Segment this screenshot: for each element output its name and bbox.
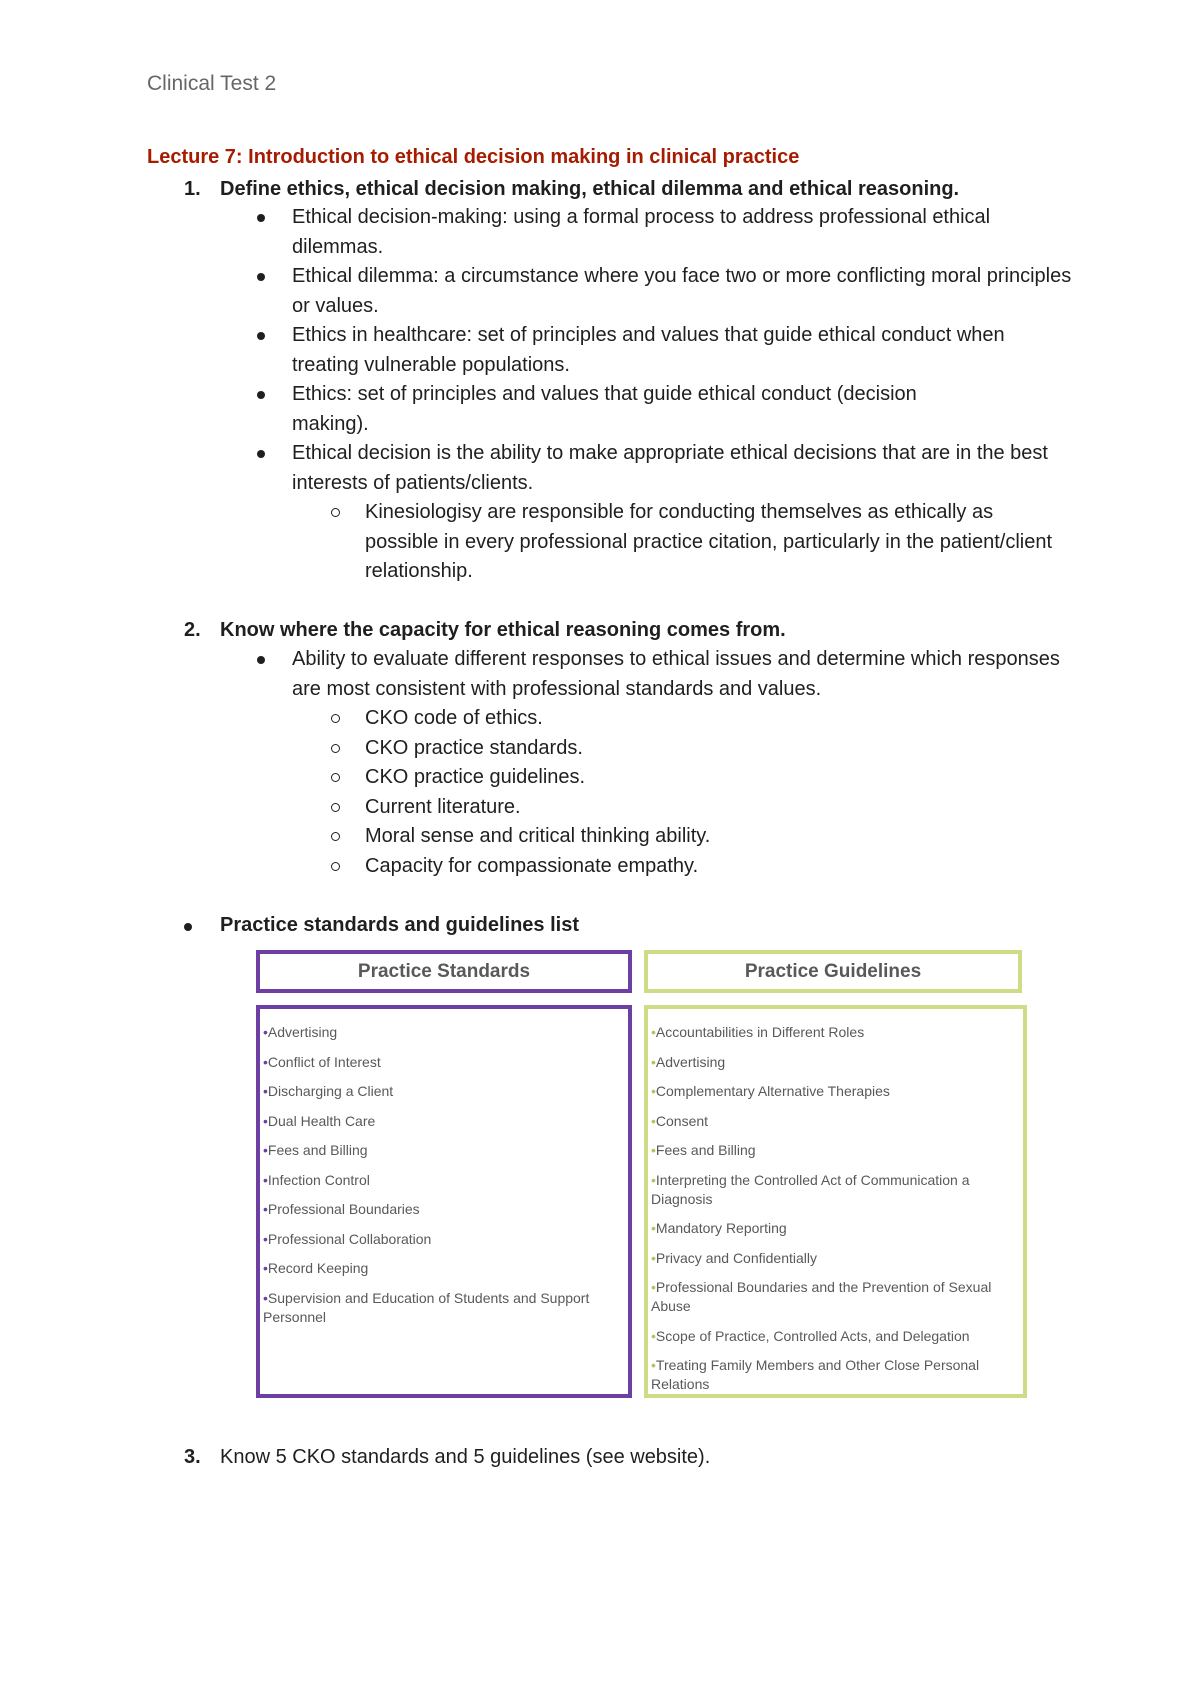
- bullet-dot-icon: •: [263, 1289, 268, 1306]
- guidelines-item: •Consent: [651, 1112, 709, 1129]
- q1-bullet-text: Ethical decision-making: using a formal process to address professional ethical dilemmas.: [292, 206, 991, 258]
- guidelines-heading-box: [644, 950, 1022, 993]
- standards-item: •Professional Collaboration: [263, 1230, 432, 1247]
- q2-bullet-text: Ability to evaluate different responses to ethical issues and determine which responses are most consistent with professional standards and values.: [292, 648, 1060, 700]
- q1-bullet: [292, 321, 1072, 380]
- q2-bullet: [292, 645, 1072, 704]
- q2-sub-bullet: [365, 763, 1065, 793]
- bullet-dot-icon: •: [651, 1053, 656, 1070]
- bullet-dot-icon: •: [651, 1083, 656, 1099]
- bullet-ring-icon: [331, 803, 340, 812]
- bullet-ring-icon: [331, 832, 340, 841]
- standards-item: •Supervision and Education of Students and Support Personnel: [263, 1289, 590, 1325]
- bullet-dot-icon: •: [651, 1171, 656, 1188]
- q2-sub-bullet-text: CKO code of ethics.: [365, 707, 543, 729]
- bullet-dot-icon: •: [263, 1260, 268, 1276]
- standards-item: •Conflict of Interest: [263, 1053, 381, 1070]
- q1-bullet: [292, 262, 1072, 321]
- bullet-ring-icon: [331, 773, 340, 782]
- bullet-dot-icon: •: [263, 1053, 268, 1070]
- standards-heading-box: [256, 950, 632, 993]
- question-2-text: Know where the capacity for ethical reasoning comes from.: [220, 619, 786, 641]
- bullet-dot-icon: [184, 923, 192, 931]
- bullet-ring-icon: [331, 744, 340, 753]
- document-header: Clinical Test 2: [147, 72, 277, 95]
- bullet-dot-icon: •: [263, 1083, 268, 1099]
- bullet-dot-icon: •: [651, 1279, 656, 1295]
- bullet-dot-icon: •: [263, 1112, 268, 1129]
- bullet-dot-icon: [257, 273, 265, 281]
- q2-sub-bullet: [365, 704, 1065, 734]
- question-3-number: 3.: [184, 1446, 201, 1468]
- guidelines-heading: Practice Guidelines: [744, 961, 922, 982]
- guidelines-item: •Advertising: [651, 1053, 726, 1070]
- q1-sub-bullet: [365, 498, 1055, 587]
- guidelines-item: •Privacy and Confidentially: [651, 1249, 817, 1266]
- bullet-dot-icon: •: [651, 1220, 656, 1236]
- q1-bullet: [292, 439, 1072, 498]
- bullet-dot-icon: •: [263, 1171, 268, 1188]
- q1-sub-bullet-text: Kinesiologisy are responsible for conducting themselves as ethically as possible in every professional practice citation, particularly in the patient/client relationship.: [365, 501, 1053, 582]
- bullet-ring-icon: [331, 508, 340, 517]
- standards-list-box: [256, 1005, 632, 1398]
- bullet-dot-icon: [257, 332, 265, 340]
- bullet-dot-icon: •: [651, 1112, 656, 1129]
- standards-item: •Fees and Billing: [263, 1142, 368, 1158]
- bullet-ring-icon: [331, 862, 340, 871]
- bullet-dot-icon: •: [263, 1201, 268, 1217]
- bullet-dot-icon: •: [263, 1024, 268, 1040]
- bullet-dot-icon: •: [651, 1249, 656, 1266]
- guidelines-item: •Fees and Billing: [651, 1142, 756, 1158]
- standards-item: •Advertising: [263, 1024, 338, 1040]
- bullet-dot-icon: [257, 450, 265, 458]
- question-3-text: Know 5 CKO standards and 5 guidelines (see website).: [220, 1446, 711, 1468]
- q2-sub-bullet-text: Moral sense and critical thinking ability.: [365, 825, 711, 847]
- q2-sub-bullet: [365, 822, 1065, 852]
- bullet-ring-icon: [331, 714, 340, 723]
- q2-sub-bullet-text: CKO practice standards.: [365, 736, 583, 759]
- q1-bullet-text: Ethics in healthcare: set of principles and values that guide ethical conduct when treating vulnerable populations.: [292, 324, 1005, 376]
- guidelines-item: •Treating Family Members and Other Close Personal Relations: [651, 1357, 980, 1392]
- standards-item: •Infection Control: [263, 1171, 370, 1188]
- lecture-title: Lecture 7: Introduction to ethical decision making in clinical practice: [147, 146, 800, 168]
- guidelines-list-box: [644, 1005, 1027, 1398]
- bullet-dot-icon: •: [651, 1142, 656, 1158]
- q1-bullet-text: Ethical decision is the ability to make appropriate ethical decisions that are in the best interests of patients/clients.: [292, 442, 1048, 494]
- bullet-dot-icon: [257, 391, 265, 399]
- standards-heading: Practice Standards: [357, 961, 531, 982]
- bullet-dot-icon: •: [651, 1327, 656, 1344]
- guidelines-item: •Complementary Alternative Therapies: [651, 1083, 890, 1099]
- q1-bullet: [292, 380, 992, 439]
- bullet-dot-icon: •: [263, 1230, 268, 1247]
- guidelines-item: •Mandatory Reporting: [651, 1220, 787, 1236]
- bullet-dot-icon: •: [651, 1024, 656, 1040]
- bullet-dot-icon: •: [263, 1142, 268, 1158]
- bullet-dot-icon: [257, 214, 265, 222]
- standards-item: •Record Keeping: [263, 1260, 369, 1276]
- guidelines-item: •Professional Boundaries and the Prevention of Sexual Abuse: [651, 1279, 992, 1314]
- bullet-dot-icon: •: [651, 1357, 656, 1373]
- guidelines-item: •Interpreting the Controlled Act of Communication a Diagnosis: [651, 1171, 970, 1207]
- q2-sub-bullet: [365, 734, 1065, 764]
- q2-sub-bullet-text: Capacity for compassionate empathy.: [365, 854, 699, 877]
- question-2-number: 2.: [184, 619, 201, 641]
- bullet-dot-icon: [257, 656, 265, 664]
- practice-list-bullet-text: Practice standards and guidelines list: [220, 914, 580, 936]
- standards-item: •Discharging a Client: [263, 1083, 394, 1099]
- standards-item: •Professional Boundaries: [263, 1201, 420, 1217]
- question-1-number: 1.: [184, 178, 201, 200]
- q2-sub-bullet: [365, 793, 1065, 823]
- q2-sub-bullet: [365, 852, 1065, 882]
- question-1-text: Define ethics, ethical decision making, ethical dilemma and ethical reasoning.: [220, 178, 960, 200]
- q2-sub-bullet-text: Current literature.: [365, 795, 521, 818]
- q1-bullet-text: Ethics: set of principles and values that guide ethical conduct (decision making).: [292, 383, 917, 435]
- q1-bullet: [292, 203, 1072, 262]
- q2-sub-bullet-text: CKO practice guidelines.: [365, 766, 586, 788]
- guidelines-item: •Scope of Practice, Controlled Acts, and Delegation: [651, 1327, 970, 1344]
- standards-item: •Dual Health Care: [263, 1112, 376, 1129]
- guidelines-item: •Accountabilities in Different Roles: [651, 1024, 865, 1040]
- q1-bullet-text: Ethical dilemma: a circumstance where you face two or more conflicting moral principles or values.: [292, 265, 1072, 317]
